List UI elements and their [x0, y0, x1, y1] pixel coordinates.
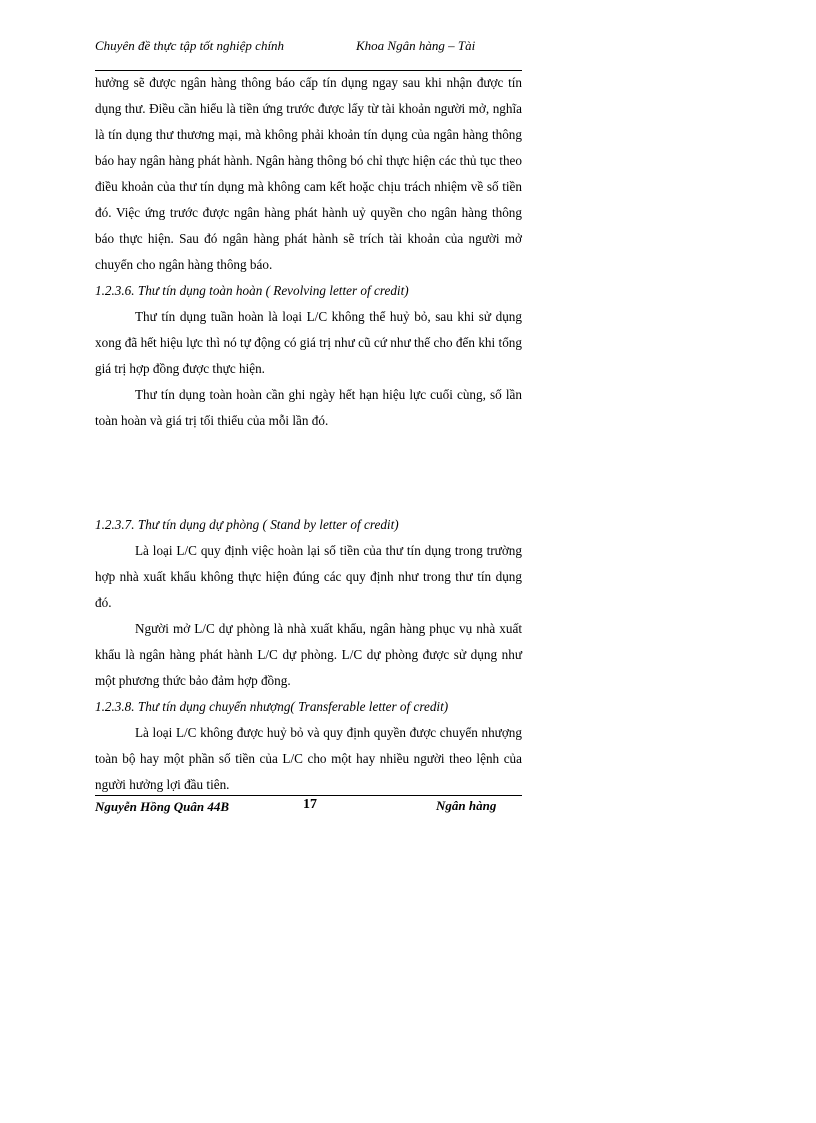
section-heading: 1.2.3.6. Thư tín dụng toàn hoàn ( Revolving letter of credit)	[95, 283, 409, 298]
paragraph: Là loại L/C không được huỷ bỏ và quy định quyền được chuyển nhượng toàn bộ hay một phần số tiền của L/C cho một hay nhiều người theo lệnh của người hưởng lợi đầu tiên.	[95, 725, 522, 792]
paragraph: hưởng sẽ được ngân hàng thông báo cấp tín dụng ngay sau khi nhận được tín dụng thư. Điều cần hiểu là tiền ứng trước được lấy từ tài khoản người mở, nghĩa là tín dụng thư thương mại, mà không phải khoản tín dụng của ngân hàng thông báo hay ngân hàng phát hành. Ngân hàng thông bó chỉ thực hiện các thủ tục theo điều khoản của thư tín dụng mà không cam kết hoặc chịu trách nhiệm về số tiền đó. Việc ứng trước được ngân hàng phát hành uỷ quyền cho ngân hàng thông báo thực hiện. Sau đó ngân hàng phát hành sẽ trích tài khoản của người mở chuyển cho ngân hàng thông báo.	[95, 75, 522, 272]
header-title-right: Khoa Ngân hàng – Tài	[356, 38, 476, 53]
document-body	[95, 70, 522, 798]
paragraph: Là loại L/C quy định việc hoàn lại số tiền của thư tín dụng trong trường hợp nhà xuất khẩu không thực hiện đúng các quy định như trong thư tín dụng đó.	[95, 543, 522, 610]
header-title-left: Chuyên đề thực tập tốt nghiệp chính	[95, 38, 285, 53]
paragraph: Thư tín dụng toàn hoàn cần ghi ngày hết hạn hiệu lực cuối cùng, số lần toàn hoàn và giá trị tối thiểu của mỗi lần đó.	[95, 387, 522, 428]
blank-space	[95, 434, 522, 512]
paragraph: Thư tín dụng tuần hoàn là loại L/C không thể huỷ bỏ, sau khi sử dụng xong đã hết hiệu lực thì nó tự động có giá trị như cũ cứ như thế cho đến khi tổng giá trị hợp đồng được thực hiện.	[95, 309, 522, 376]
footer-rule	[95, 795, 522, 796]
footer-department: Ngân hàng	[436, 798, 497, 813]
page-number: 17	[303, 797, 317, 812]
section-heading: 1.2.3.8. Thư tín dụng chuyển nhượng( Transferable letter of credit)	[95, 699, 449, 714]
section-heading: 1.2.3.7. Thư tín dụng dự phòng ( Stand by letter of credit)	[95, 517, 399, 532]
paragraph: Người mở L/C dự phòng là nhà xuất khẩu, ngân hàng phục vụ nhà xuất khẩu là ngân hàng phát hành L/C dự phòng. L/C dự phòng được sử dụng như một phương thức bảo đảm hợp đồng.	[95, 621, 522, 688]
footer-author: Nguyễn Hồng Quân 44B	[95, 799, 229, 814]
